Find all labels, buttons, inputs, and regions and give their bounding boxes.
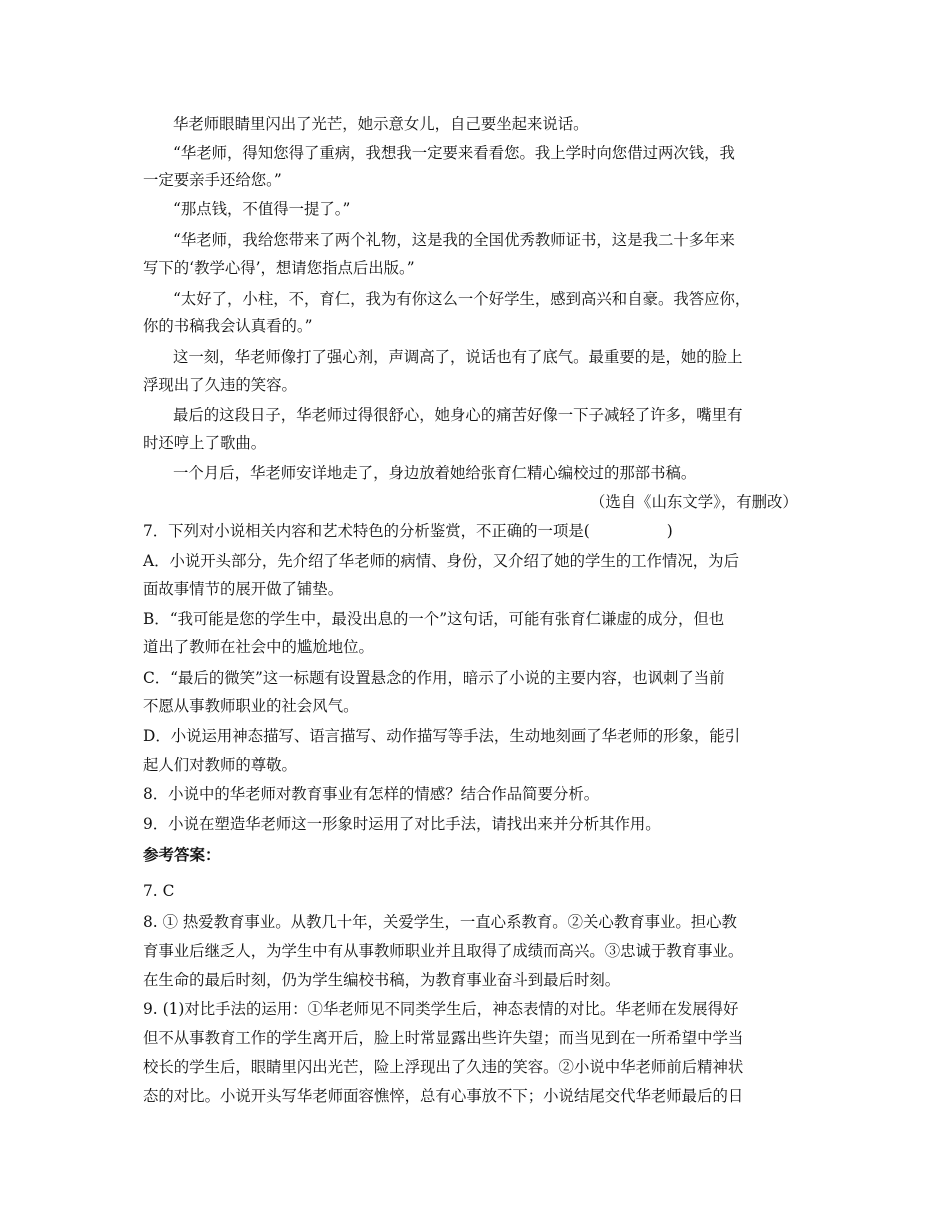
passage-paragraph-continuation: 一定要亲手还给您。” <box>143 171 282 189</box>
passage-paragraph: “太好了，小柱，不，育仁，我为有你这么一个好学生，感到高兴和自豪。我答应你， <box>173 290 751 308</box>
passage-paragraph-continuation: 时还哼上了歌曲。 <box>143 434 267 452</box>
passage-paragraph: 一个月后，华老师安详地走了，身边放着她给张育仁精心编校过的那部书稿。 <box>173 464 697 482</box>
passage-paragraph: 这一刻，华老师像打了强心剂，声调高了，说话也有了底气。最重要的是，她的脸上 <box>173 348 743 366</box>
answer-9-continuation: 校长的学生后，眼睛里闪出光芒，险上浮现出了久违的笑容。②小说中华老师前后精神状 <box>143 1058 744 1076</box>
option-b: B．“我可能是您的学生中，最没出息的一个”这句话，可能有张育仁谦虚的成分，但也 <box>143 610 725 628</box>
option-c-continuation: 不愿从事教师职业的社会风气。 <box>143 697 359 715</box>
passage-paragraph: 最后的这段日子，华老师过得很舒心，她身心的痛苦好像一下子减轻了许多，嘴里有 <box>173 406 743 424</box>
passage-paragraph: 华老师眼睛里闪出了光芒，她示意女儿，自己要坐起来说话。 <box>173 115 589 133</box>
passage-paragraph-continuation: 你的书稿我会认真看的。” <box>143 317 313 335</box>
passage-paragraph: “华老师，我给您带来了两个礼物，这是我的全国优秀教师证书，这是我二十多年来 <box>173 231 735 249</box>
source-citation: （选自《山东文学》，有删改） <box>590 493 798 511</box>
passage-paragraph-continuation: 写下的‘教学心得’，想请您指点后出版。” <box>143 259 415 277</box>
option-d: D．小说运用神态描写、语言描写、动作描写等手法，生动地刻画了华老师的形象，能引 <box>143 727 741 745</box>
option-a: A．小说开头部分，先介绍了华老师的病情、身份，又介绍了她的学生的工作情况，为后 <box>143 552 739 570</box>
answer-7: 7. C <box>143 882 175 900</box>
option-d-continuation: 起人们对教师的尊敬。 <box>143 756 297 774</box>
passage-paragraph: “那点钱，不值得一提了。” <box>173 200 351 218</box>
passage-paragraph-continuation: 浮现出了久违的笑容。 <box>143 376 297 394</box>
question-9: 9．小说在塑造华老师这一形象时运用了对比手法，请找出来并分析其作用。 <box>143 815 661 833</box>
question-7: 7．下列对小说相关内容和艺术特色的分析鉴赏，不正确的一项是( ) <box>143 522 673 540</box>
option-b-continuation: 道出了教师在社会中的尴尬地位。 <box>143 638 374 656</box>
passage-paragraph: “华老师，得知您得了重病，我想我一定要来看看您。我上学时向您借过两次钱，我 <box>173 144 735 162</box>
answer-9-continuation: 态的对比。小说开头写华老师面容憔悴，总有心事放不下；小说结尾交代华老师最后的日 <box>143 1087 744 1105</box>
answer-9: 9. (1)对比手法的运用：①华老师见不同类学生后，神态表情的对比。华老师在发展得好 <box>143 1000 739 1018</box>
question-8: 8．小说中的华老师对教育事业有怎样的情感？结合作品简要分析。 <box>143 785 600 803</box>
answer-8-continuation: 在生命的最后时刻，仍为学生编校书稿，为教育事业奋斗到最后时刻。 <box>143 971 621 989</box>
answer-8: 8. ① 热爱教育事业。从教几十年，关爱学生，一直心系教育。②关心教育事业。担心教 <box>143 913 737 931</box>
answers-heading: 参考答案： <box>143 845 221 864</box>
option-a-continuation: 面故事情节的展开做了铺垫。 <box>143 580 344 598</box>
option-c: C．“最后的微笑”这一标题有设置悬念的作用，暗示了小说的主要内容，也讽刺了当前 <box>143 669 725 687</box>
answer-9-continuation: 但不从事教育工作的学生离开后，脸上时常显露出些许失望；而当见到在一所希望中学当 <box>143 1029 744 1047</box>
answer-8-continuation: 育事业后继乏人，为学生中有从事教师职业并且取得了成绩而高兴。③忠诚于教育事业。 <box>143 942 744 960</box>
